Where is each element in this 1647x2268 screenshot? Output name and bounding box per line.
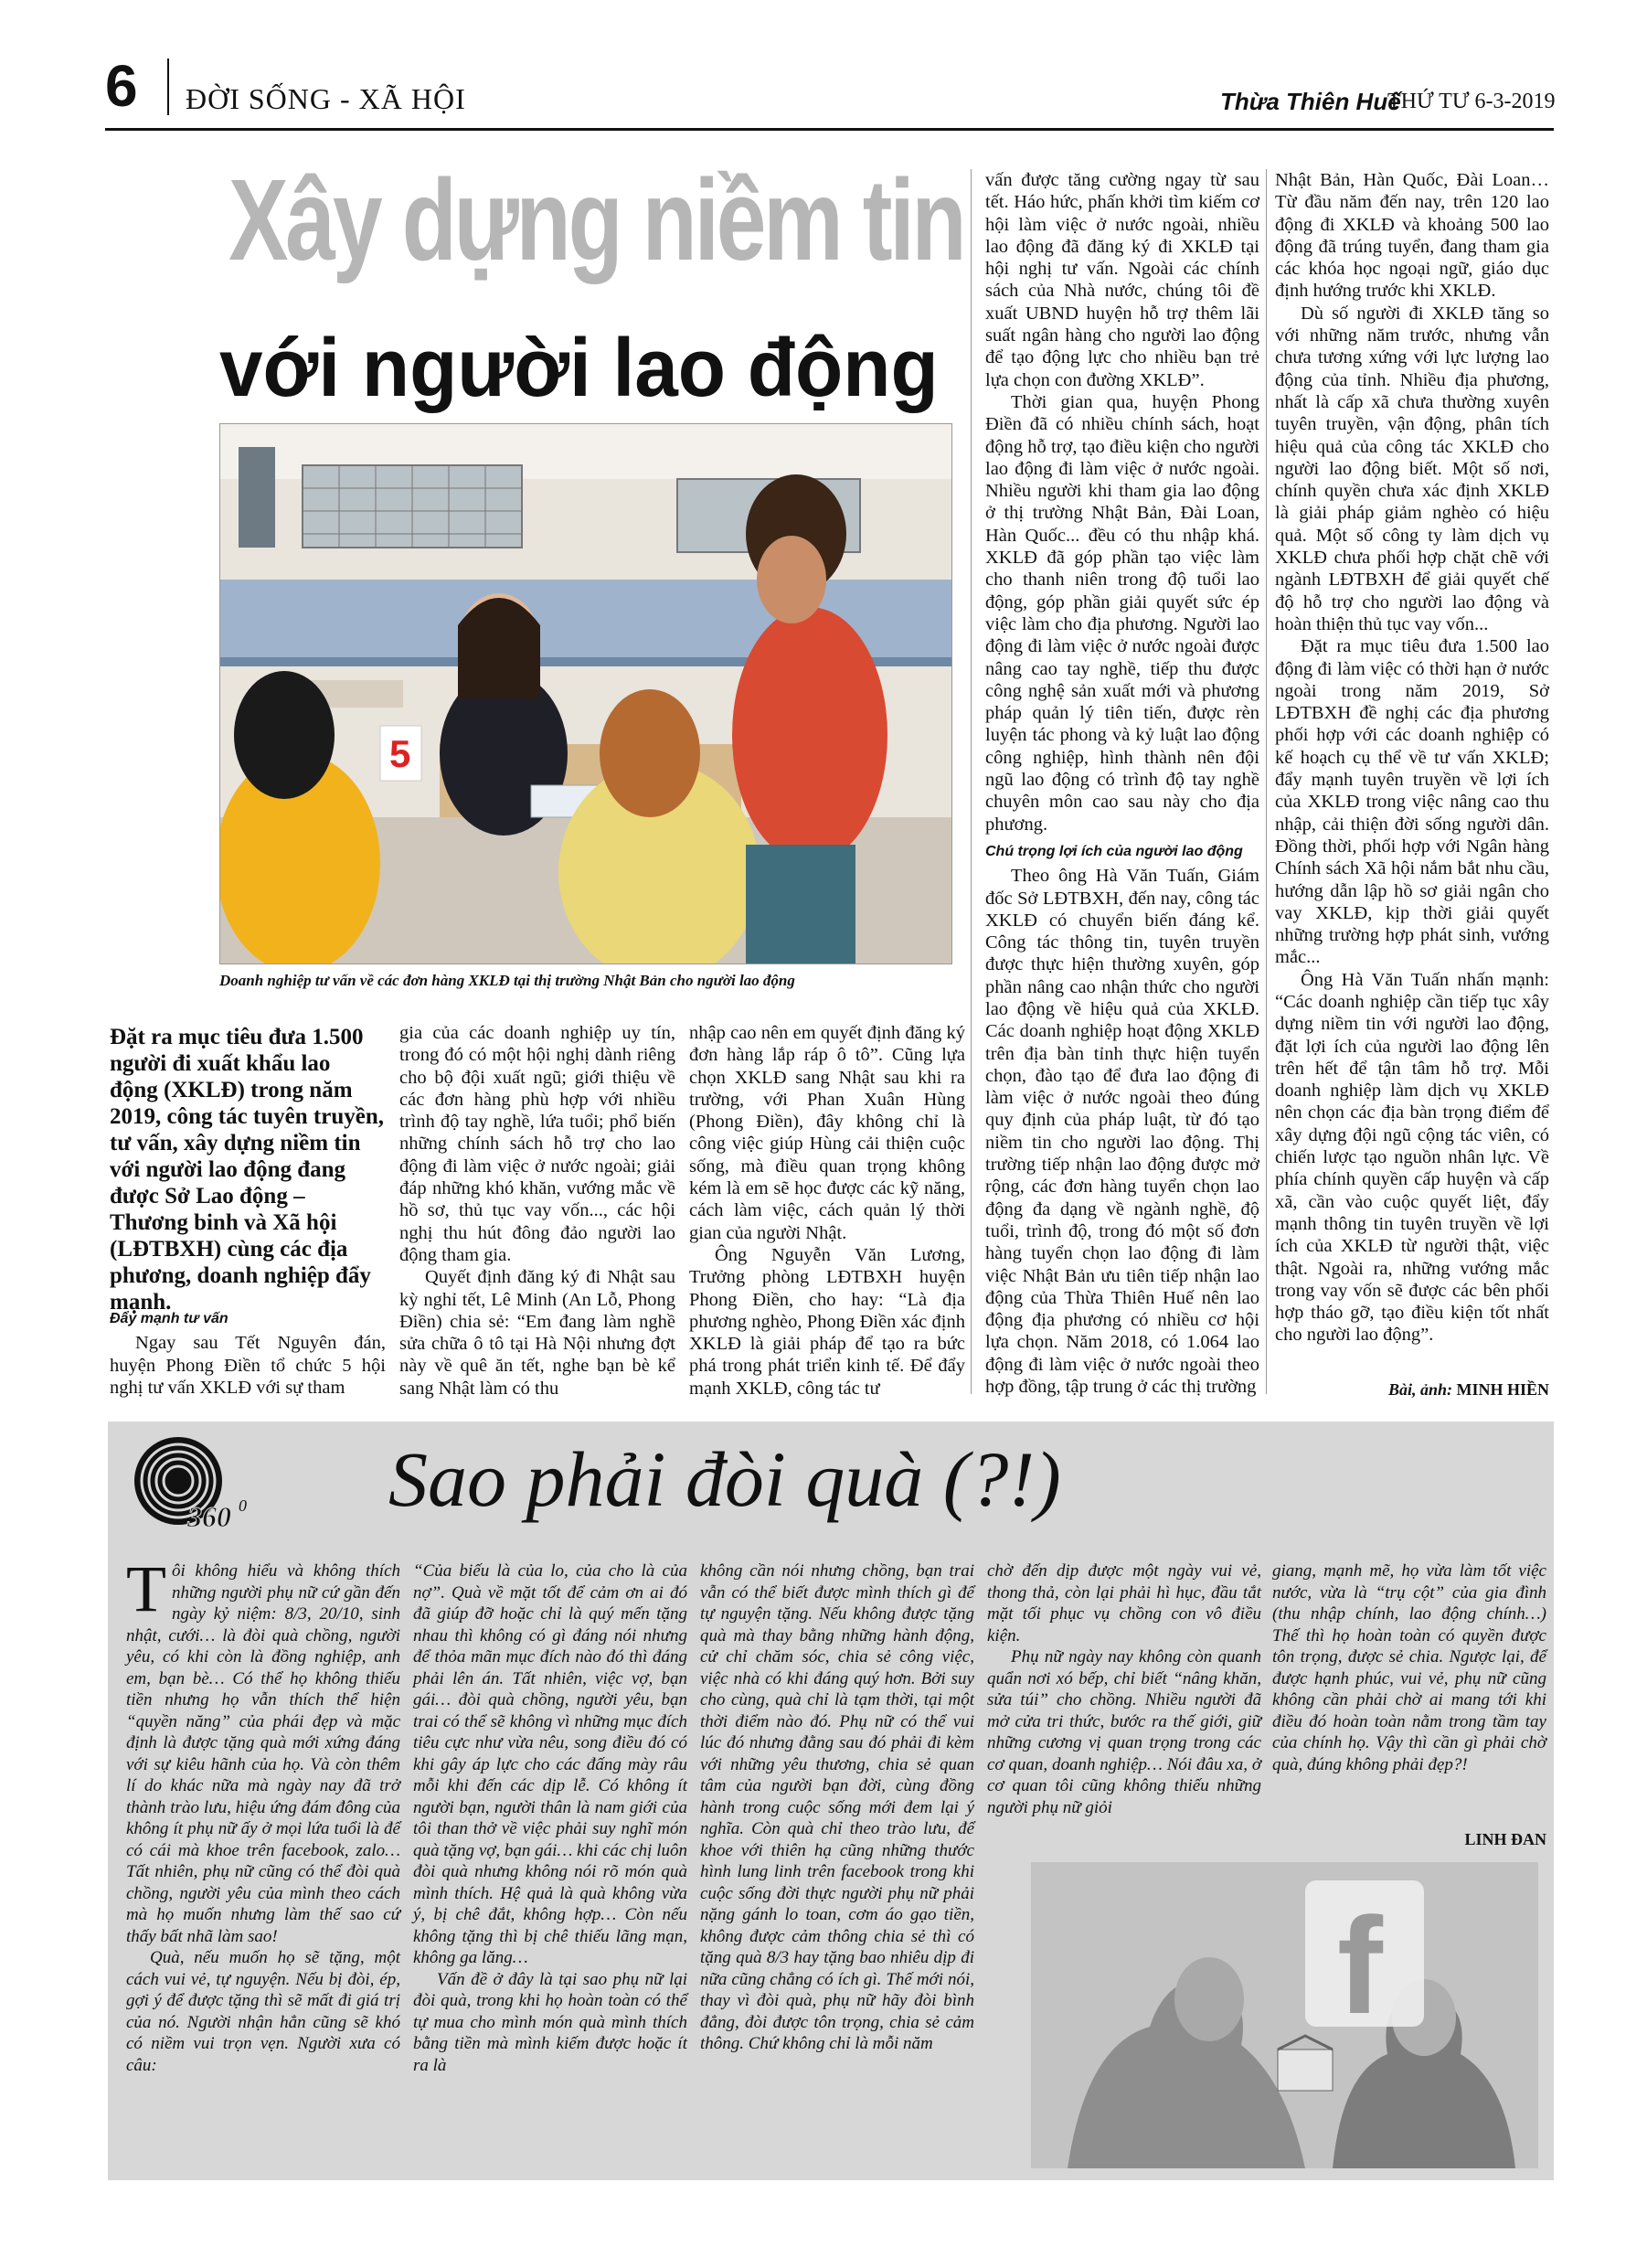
paragraph: Quà, nếu muốn họ sẽ tặng, một cách vui vẻ, tự nguyện. Nếu bị đòi, ép, gợi ý để được tặng thì sẽ mất đi giá trị của nó. Người nhận hẳn cũng sẽ khó có niềm vui trọn vẹn. Người xưa có câu: — [126, 1948, 400, 2075]
photo-illustration — [220, 424, 951, 964]
paragraph: Đặt ra mục tiêu đưa 1.500 lao động đi làm việc có thời hạn ở nước ngoài trong năm 2019, Sở LĐTBXH đề nghị các địa phương phối hợp với các doanh nghiệp có kế hoạch cụ thể về tư vấn XKLĐ; đẩy mạnh tuyên truyền về lợi ích của XKLĐ trong việc nâng cao thu nhập, cải thiện đời sống người dân. Đồng thời, phối hợp với Ngân hàng Chính sách Xã hội nắm bắt nhu cầu, hướng dẫn lập hồ sơ giải ngân cho vay XKLĐ, kịp thời giải quyết những trường hợp phát sinh, vướng mắc... — [1275, 636, 1549, 968]
issue-date: THỨ TƯ 6-3-2019 — [1387, 90, 1556, 113]
column-360-title: Sao phải đòi quà (?!) — [388, 1435, 1061, 1523]
header-rule — [105, 128, 1554, 131]
paragraph: Quyết định đăng ký đi Nhật sau kỳ nghỉ tết, Lê Minh (An Lỗ, Phong Điền) chia sẻ: “Em đang làm nghề sửa chữa ô tô tại Hà Nội nhưng đợt này về quê ăn tết, nghe bạn bè kể sang Nhật làm có thu — [399, 1267, 675, 1399]
newspaper-name: Thừa Thiên Huế — [1220, 88, 1401, 115]
paragraph: Nhật Bản, Hàn Quốc, Đài Loan… Từ đầu năm đến nay, trên 120 lao động đi XKLĐ và khoảng 500 lao động đã trúng tuyển, đang tham gia các khóa học ngoại ngữ, giáo dục định hướng trước khi XKLĐ. — [1275, 170, 1549, 302]
paragraph: giang, mạnh mẽ, họ vừa làm tốt việc nước, vừa là “trụ cột” của gia đình (thu nhập chính, lao động chính…) Thế thì họ hoàn toàn có quyền được tôn trọng, được sẻ chia. Ngược lại, để được hạnh phúc, vui vẻ, phụ nữ cũng không cần phải chờ ai mang tới khi điều đó hoàn toàn nằm trong tầm tay của chính họ. Vậy thì cần gì phải chờ quà, đúng không phải đẹp?! — [1272, 1561, 1546, 1774]
headline-line-2: với người lao động — [219, 323, 939, 414]
column-360-author: LINH ĐAN — [1464, 1830, 1546, 1848]
byline-name: MINH HIỀN — [1456, 1380, 1549, 1399]
column-360-logo — [133, 1431, 251, 1540]
article-column-3 — [689, 1022, 965, 1400]
section-title: ĐỜI SỐNG - XÃ HỘI — [186, 82, 466, 115]
article-byline — [1275, 1380, 1549, 1400]
column-360-col-1 — [126, 1552, 400, 2076]
paragraph: vấn được tăng cường ngay từ sau tết. Háo hức, phấn khởi tìm kiếm cơ hội làm việc ở nước ngoài, nhiều lao động đã đăng ký đi XKLĐ tại hội nghị tư vấn. Ngoài các chính sách của Nhà nước, chúng tôi đề xuất UBND huyện hỗ trợ thêm lãi suất ngân hàng cho người lao động để tạo động lực cho nhiều bạn trẻ lựa chọn con đường XKLĐ”. — [985, 170, 1259, 390]
byline-prefix: Bài, ảnh: — [1387, 1380, 1457, 1399]
article-column-4 — [985, 169, 1259, 1398]
paragraph — [126, 1552, 400, 1947]
paragraph: Ông Hà Văn Tuấn nhấn mạnh: “Các doanh nghiệp cần tiếp tục xây dựng niềm tin với người lao động, đặt lợi ích của người lao động lên trên hết để tận tâm hỗ trợ. Mỗi doanh nghiệp làm dịch vụ XKLĐ nên chọn các địa bàn trọng điểm để xây dựng đội ngũ cộng tác viên, có chiến lược tạo nguồn nhân lực. Về phía chính quyền cấp huyện và cấp xã, cần vào cuộc quyết liệt, đẩy mạnh thông tin tuyên truyền về lợi ích của XKLĐ từ người thật, việc thật. Ngoài ra, những vướng mắc trong vay vốn sẽ được các bên phối hợp tháo gỡ, tạo điều kiện tốt nhất cho người lao động”. — [1275, 969, 1549, 1346]
paragraph: không cần nói nhưng chồng, bạn trai vẫn có thể biết được mình thích gì để tự nguyện tặng. Nếu không được tặng quà mà thay bằng những hành động, cử chỉ chăm sóc, chia sẻ công việc, việc nhà có khi đáng quý hơn. Bởi suy cho cùng, quà chỉ là tạm thời, tại một thời điểm nào đó. Phụ nữ có thể vui lúc đó nhưng đằng sau đó phải đi kèm với những yêu thương, chia sẻ quan tâm của người bạn đời, cùng đồng hành trong cuộc sống mới đem lại ý nghĩa. Còn quà chỉ theo trào lưu, để khoe với thiên hạ cũng những thước hình lung linh trên facebook trong khi cuộc sống đời thực người phụ nữ phải nặng gánh lo toan, cơm áo gạo tiền, không được cảm thông chia sẻ thì có tặng quà 8/3 hay tặng bao nhiêu dịp đi nữa cũng chẳng có ích gì. Thế mới nói, thay vì đòi quà, phụ nữ hãy đòi bình đẳng, đòi được tôn trọng, chia sẻ cảm thông. Chứ không chỉ là mỗi năm — [700, 1561, 974, 2053]
article-photo — [219, 423, 952, 964]
counter-number-sign: 5 — [389, 732, 411, 775]
article-lead: Đặt ra mục tiêu đưa 1.500 người đi xuất khẩu lao động (XKLĐ) trong năm 2019, công tác tuyên truyền, tư vấn, xây dựng niềm tin với người lao động đang được Sở Lao động – Thương binh và Xã hội (LĐTBXH) cùng các địa phương, doanh nghiệp đẩy mạnh. — [110, 1025, 384, 1315]
paragraph: “Của biếu là của lo, của cho là của nợ”. Quà về mặt tốt để cảm ơn ai đó đã giúp đỡ hoặc chỉ là quý mến tặng nhau thì không có gì đáng nói nhưng để thỏa mãn mục đích nào đó thì đáng phải lên án. Tất nhiên, việc vợ, bạn gái… đòi quà chồng, người yêu, bạn trai có thể sẽ không vì những mục đích tiêu cực như vừa nêu, song điều đó có khi gây áp lực cho các đấng mày râu mỗi khi đến các dịp lễ. Có không ít người bạn, người thân là nam giới của tôi than thở về việc phải suy nghĩ món quà tặng vợ, bạn gái… khi các chị luôn đòi quà nhưng không nói rõ món quà mình thích. Hệ quả là quà không vừa ý, bị chê đắt, không hợp… Còn nếu không tặng thì bị chê thiếu lãng mạn, không ga lăng… — [413, 1561, 687, 1967]
logo-degree: 0 — [239, 1496, 247, 1515]
column-360-col-3 — [700, 1560, 974, 2055]
column-360-col-4 — [987, 1560, 1261, 1818]
page-number: 6 — [105, 53, 138, 119]
headline-line-1: Xây dựng niềm tin — [228, 155, 964, 284]
paragraph: Thời gian qua, huyện Phong Điền đã có nhiều chính sách, hoạt động hỗ trợ, tạo điều kiện cho người lao động đi làm việc ở nước ngoài. Nhiều người khi tham gia lao động ở thị trường Nhật Bản, Đài Loan, Hàn Quốc... đều có thu nhập khá. XKLĐ đã góp phần tạo việc làm cho thanh niên trong độ tuổi lao động, góp phần giải quyết sức ép việc làm cho địa phương. Người lao động đi làm việc ở nước ngoài được nâng cao tay nghề, tiếp thu được công nghệ sản xuất mới và phương pháp quản lý tiên tiến, được rèn luyện tác phong và kỷ luật lao động công nghiệp, hình thành nên đội ngũ lao động có trình độ tay nghề chuyên môn cao sau này cho địa phương. — [985, 391, 1259, 835]
logo-text: 360 — [187, 1500, 231, 1533]
paragraph: chờ đến dịp được một ngày vui vẻ, thong thả, còn lại phải hì hục, đầu tắt mặt tối phục vụ chồng con vô điều kiện. — [987, 1561, 1261, 1645]
paragraph: Phụ nữ ngày nay không còn quanh quẩn nơi xó bếp, chỉ biết “nâng khăn, sửa túi” cho chồng. Nhiều người đã mở cửa tri thức, bước ra thế giới, giữ những cương vị quan trọng trong các cơ quan, doanh nghiệp… Nói đâu xa, ở cơ quan tôi cũng không thiếu những người phụ nữ giỏi — [987, 1647, 1261, 1817]
paragraph: gia của các doanh nghiệp uy tín, trong đó có một hội nghị dành riêng cho bộ đội xuất ngũ; giới thiệu về các đơn hàng phù hợp với nhiều trình độ tay nghề, lứa tuổi; phổ biến những chính sách hỗ trợ cho lao động đi làm việc ở nước ngoài; giải đáp những khó khăn, vướng mắc về hồ sơ, thủ tục vay vốn..., các hội nghị thu hút đông đảo người lao động tham gia. — [399, 1023, 675, 1265]
paragraph: Vấn đề ở đây là tại sao phụ nữ lại đòi quà, trong khi họ hoàn toàn có thể tự mua cho mình món quà mình thích bằng tiền mà mình kiếm được hoặc ít ra là — [413, 1969, 687, 2075]
column-360-illustration — [1031, 1862, 1538, 2168]
paragraph: Ông Nguyễn Văn Lương, Trưởng phòng LĐTBXH huyện Phong Điền, cho hay: “Là địa phương nghèo, Phong Điền xác định XKLĐ là giải pháp để tạo ra bức phá trong phát triển kinh tế. Để đẩy mạnh XKLĐ, công tác tư — [689, 1244, 965, 1399]
dropcap: T — [126, 1552, 166, 1625]
paragraph: Ngay sau Tết Nguyên đán, huyện Phong Điền tổ chức 5 hội nghị tư vấn XKLĐ với sự tham — [110, 1333, 386, 1398]
paragraph: Theo ông Hà Văn Tuấn, Giám đốc Sở LĐTBXH, đến nay, công tác XKLĐ có chuyển biến đáng kể. Công tác thông tin, tuyên truyền được thực hiện thường xuyên, góp phần nâng cao nhận thức cho người lao động về hiệu quả của XKLĐ. Các doanh nghiệp hoạt động XKLĐ trên địa bàn tỉnh thực hiện tuyển chọn, đào tạo để đưa lao động đi làm việc ở nước ngoài theo đúng quy định của pháp luật, từ đó tạo niềm tin cho người lao động. Thị trường tiếp nhận lao động được mở rộng, các đơn hàng tuyển chọn lao động đa dạng về ngành nghề, độ tuổi, trình độ, trong đó một số đơn hàng tuyển chọn lao động đi làm việc Nhật Bản ưu tiên tiếp nhận lao động của Thừa Thiên Huế nên lao động địa phương có nhiều cơ hội lựa chọn. Năm 2018, có 1.064 lao động đi làm việc ở nước ngoài theo hợp đồng, tập trung ở các thị trường — [985, 866, 1259, 1398]
paragraph: nhập cao nên em quyết định đăng ký đơn hàng lắp ráp ô tô”. Cũng lựa chọn XKLĐ sang Nhật sau khi ra trường, với Phan Xuân Hùng (Phong Điền), đây không chỉ là công việc giúp Hùng cải thiện cuộc sống, mà điều quan trọng không kém là em sẽ học được các kỹ năng, cách làm việc, cách quản lý thời gian của người Nhật. — [689, 1023, 965, 1243]
article-column-1 — [110, 1303, 386, 1399]
column-360-col-5 — [1272, 1560, 1546, 1775]
article-column-2 — [399, 1022, 675, 1400]
facebook-logo: f — [1337, 1889, 1383, 2042]
photo-caption: Doanh nghiệp tư vấn về các đơn hàng XKLĐ tại thị trường Nhật Bản cho người lao động — [219, 972, 795, 989]
column-divider — [1266, 169, 1267, 1394]
subheading: Chú trọng lợi ích của người lao động — [985, 843, 1243, 859]
subheading: Đẩy mạnh tư vấn — [110, 1311, 228, 1326]
column-divider — [971, 169, 972, 1394]
header-divider — [167, 59, 169, 115]
paragraph: Dù số người đi XKLĐ tăng so với những năm trước, nhưng vẫn chưa tương xứng với lực lượng lao động của tỉnh. Nhiều địa phương, nhất là cấp xã chưa thường xuyên tuyên truyền, vận động, phân tích hiệu quả của công tác XKLĐ cho người lao động biết. Một số nơi, chính quyền chưa xác định XKLĐ là giải pháp giảm nghèo có hiệu quả. Một số công ty làm dịch vụ XKLĐ chưa phối hợp chặt chẽ với ngành LĐTBXH để giải quyết chế độ hỗ trợ cho người lao động và hoàn thiện thủ tục vay vốn... — [1275, 303, 1549, 634]
paragraph-text: ôi không hiểu và không thích những người phụ nữ cứ gần đến ngày kỷ niệm: 8/3, 20/10, sinh nhật, cưới… là đòi quà chồng, người yêu, có khi còn là đồng nghiệp, anh em, bạn bè… Có thể họ không thiếu tiền nhưng họ vẫn thích thể hiện “quyền năng” của phái đẹp và mặc định là được tặng quà mới xứng đáng với sự kiêu hãnh của họ. Và còn thêm lí do khác nữa mà ngày nay đã trở thành trào lưu, hiệu ứng đám đông của không ít phụ nữ ấy ở mọi lứa tuổi là để có cái mà khoe trên facebook, zalo… Tất nhiên, phụ nữ cũng có thể đòi quà chồng, người yêu của mình theo cách mà họ muốn nhưng làm thế sao cứ thấy bất nhã làm sao! — [126, 1561, 400, 1946]
article-column-5 — [1275, 169, 1549, 1347]
column-360-col-2 — [413, 1560, 687, 2076]
